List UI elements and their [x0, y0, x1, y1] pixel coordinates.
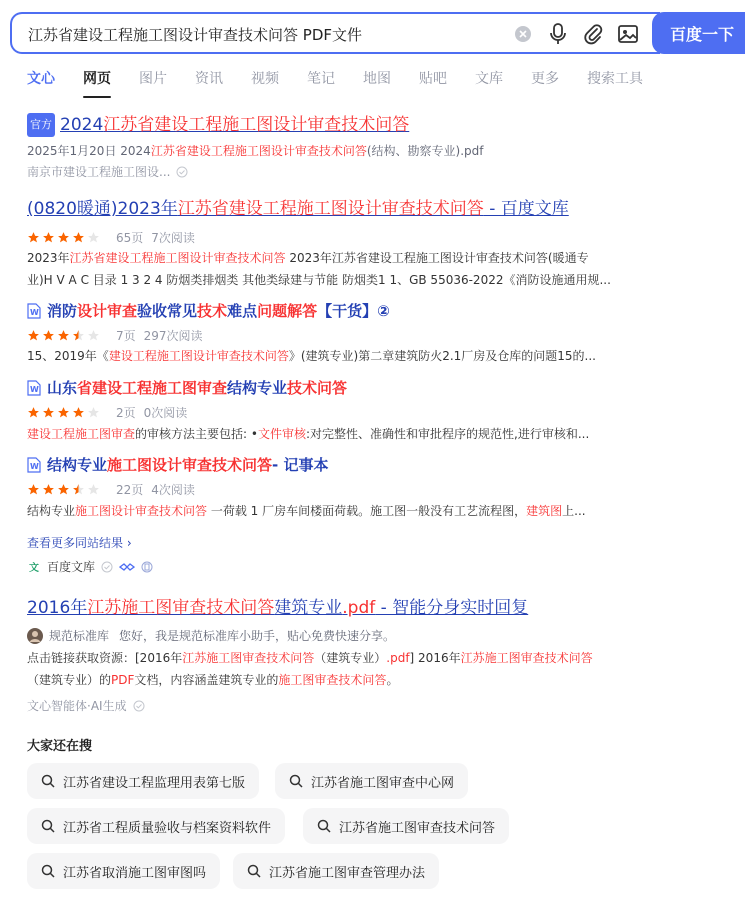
sub-result-2-rating — [27, 404, 187, 421]
verified-icon — [101, 561, 113, 573]
result-2-desc-line-1: 2023年江苏省建设工程施工图设计审查技术问答 2023年江苏省建设工程施工图设计审查技术问答(暖通专 — [27, 251, 589, 265]
svg-text:W: W — [30, 461, 39, 471]
search-button[interactable]: 百度一下 — [652, 12, 745, 54]
result-3-desc-line-2: （建筑专业）的PDF文档，内容涵盖建筑专业的施工图审查技术问答。 — [27, 673, 399, 687]
related-search-chip[interactable]: 江苏省取消施工图审图吗 — [27, 853, 220, 889]
wenku-logo-icon — [27, 560, 41, 574]
attachment-icon[interactable] — [582, 23, 604, 45]
star-empty-icon — [87, 329, 100, 342]
microphone-icon[interactable] — [547, 23, 569, 45]
sub-result-3-desc: 结构专业施工图设计审查技术问答 一荷载 1 厂房车间楼面荷载。施工图一般没有工艺流程图，建筑图上... — [27, 504, 586, 518]
badge-icon — [141, 561, 153, 573]
star-half-icon — [72, 329, 85, 342]
tab-video[interactable]: 视频 — [251, 71, 279, 87]
result-1-meta: 2025年1月20日 2024江苏省建设工程施工图设计审查技术问答(结构、勘察专业).pdf — [27, 144, 484, 158]
star-empty-icon — [87, 483, 100, 496]
result-1-title[interactable] — [27, 113, 409, 137]
avatar — [27, 628, 43, 644]
tab-wenxin[interactable]: 文心 — [27, 71, 55, 87]
star-icon — [42, 406, 55, 419]
sub-result-2-title[interactable]: W 山东 省建设工程施工图审查 结构专业 技术问答 — [27, 377, 347, 398]
word-doc-icon — [27, 303, 41, 319]
star-icon — [27, 329, 40, 342]
sub-result-3-title[interactable]: W 结构专业 施工图设计审查技术问答 - 记事本 — [27, 454, 328, 475]
tab-tieba[interactable]: 贴吧 — [419, 71, 447, 87]
result-1-link[interactable]: 2024江苏省建设工程施工图设计审查技术问答 — [60, 115, 410, 135]
verified-icon — [133, 700, 145, 712]
more-site-results-link[interactable]: 查看更多同站结果 › — [27, 536, 132, 550]
result-2-link[interactable]: (0820暖通)2023年江苏省建设工程施工图设计审查技术问答 - 百度文库 — [27, 199, 569, 219]
result-3-link[interactable]: 2016年江苏施工图审查技术问答建筑专业.pdf - 智能分身实时回复 — [27, 598, 529, 618]
result-2-desc-line-2: 业)H V A C 目录 1 3 2 4 防烟类排烟类 其他类绿建与节能 防烟类1 1、GB 55036-2022《消防设施通用规... — [27, 273, 611, 287]
image-search-icon[interactable] — [617, 23, 639, 45]
star-icon — [57, 329, 70, 342]
search-query-text[interactable]: 江苏省建设工程施工图设计审查技术问答 PDF文件 — [28, 26, 362, 44]
word-doc-icon — [27, 380, 41, 396]
star-icon — [27, 231, 40, 244]
result-3-desc-line-1: 点击链接获取资源：[2016年江苏施工图审查技术问答（建筑专业）.pdf] 2016年江苏施工图审查技术问答 — [27, 651, 593, 665]
read-count: 7次阅读 — [151, 231, 195, 245]
star-icon — [42, 231, 55, 244]
tab-more[interactable]: 更多 — [531, 71, 559, 87]
search-icon — [41, 774, 55, 788]
star-icon — [57, 483, 70, 496]
search-icon — [41, 864, 55, 878]
star-icon — [72, 406, 85, 419]
svg-text:W: W — [30, 384, 39, 394]
sub-result-1-desc: 15、2019年《建设工程施工图设计审查技术问答》(建筑专业)第二章建筑防火2.1厂房及仓库的问题15的... — [27, 349, 596, 363]
tab-wenku[interactable]: 文库 — [475, 71, 503, 87]
star-empty-icon — [87, 231, 100, 244]
search-input[interactable] — [10, 12, 660, 54]
search-tools — [512, 23, 639, 45]
tab-images[interactable]: 图片 — [139, 71, 167, 87]
read-count: 0次阅读 — [143, 406, 188, 420]
page-count: 22页 — [116, 483, 144, 497]
partner-icon — [119, 561, 135, 573]
page-count: 7页 — [116, 329, 136, 343]
sub-result-2-desc: 建设工程施工图审查的审核方法主要包括: •文件审核:对完整性、准确性和审批程序的规范性,进行审核和... — [27, 427, 590, 441]
tab-search-tools[interactable]: 搜索工具 — [587, 71, 643, 87]
star-half-icon — [72, 483, 85, 496]
svg-text:文: 文 — [29, 562, 39, 574]
result-3-title[interactable] — [27, 597, 528, 619]
star-empty-icon — [87, 406, 100, 419]
result-1-source[interactable]: 南京市建设工程施工图设... — [27, 163, 188, 180]
star-icon — [57, 406, 70, 419]
related-search-chip[interactable]: 江苏省建设工程监理用表第七版 — [27, 763, 259, 799]
related-search-chip[interactable]: 江苏省施工图审查中心网 — [275, 763, 468, 799]
related-searches-heading: 大家还在搜 — [27, 739, 93, 754]
svg-text:W: W — [30, 307, 39, 317]
verified-icon — [176, 166, 188, 178]
star-icon — [57, 231, 70, 244]
result-3-source: 文心智能体·AI生成 — [27, 697, 145, 714]
page-count: 2页 — [116, 406, 136, 420]
result-2-rating — [27, 229, 195, 246]
tab-news[interactable]: 资讯 — [195, 71, 223, 87]
result-2-title[interactable] — [27, 198, 569, 220]
search-tabs — [27, 68, 671, 92]
related-search-chip[interactable]: 江苏省施工图审查技术问答 — [303, 808, 509, 844]
search-icon — [41, 819, 55, 833]
related-search-chip[interactable]: 江苏省施工图审查管理办法 — [233, 853, 439, 889]
star-icon — [27, 406, 40, 419]
tab-web[interactable]: 网页 — [83, 68, 111, 92]
official-badge: 官方 — [27, 113, 55, 137]
tab-notes[interactable]: 笔记 — [307, 71, 335, 87]
sub-result-1-rating — [27, 327, 203, 344]
read-count: 4次阅读 — [151, 483, 195, 497]
clear-icon[interactable] — [512, 23, 534, 45]
star-icon — [42, 483, 55, 496]
search-icon — [289, 774, 303, 788]
site-source[interactable]: 文 百度文库 — [27, 558, 153, 575]
star-icon — [72, 231, 85, 244]
sub-result-1-title[interactable]: W 消防 设计审查 验收常见 技术 难点 问题解答 【干货】② — [27, 300, 390, 321]
result-3-author-line: 规范标准库 您好，我是规范标准库小助手，贴心免费快速分享。 — [27, 627, 395, 644]
star-icon — [42, 329, 55, 342]
search-icon — [317, 819, 331, 833]
tab-map[interactable]: 地图 — [363, 71, 391, 87]
page-count: 65页 — [116, 231, 144, 245]
star-icon — [27, 483, 40, 496]
search-icon — [247, 864, 261, 878]
search-bar — [10, 12, 745, 54]
word-doc-icon — [27, 457, 41, 473]
read-count: 297次阅读 — [143, 329, 203, 343]
sub-result-3-rating — [27, 481, 195, 498]
related-search-chip[interactable]: 江苏省工程质量验收与档案资料软件 — [27, 808, 285, 844]
